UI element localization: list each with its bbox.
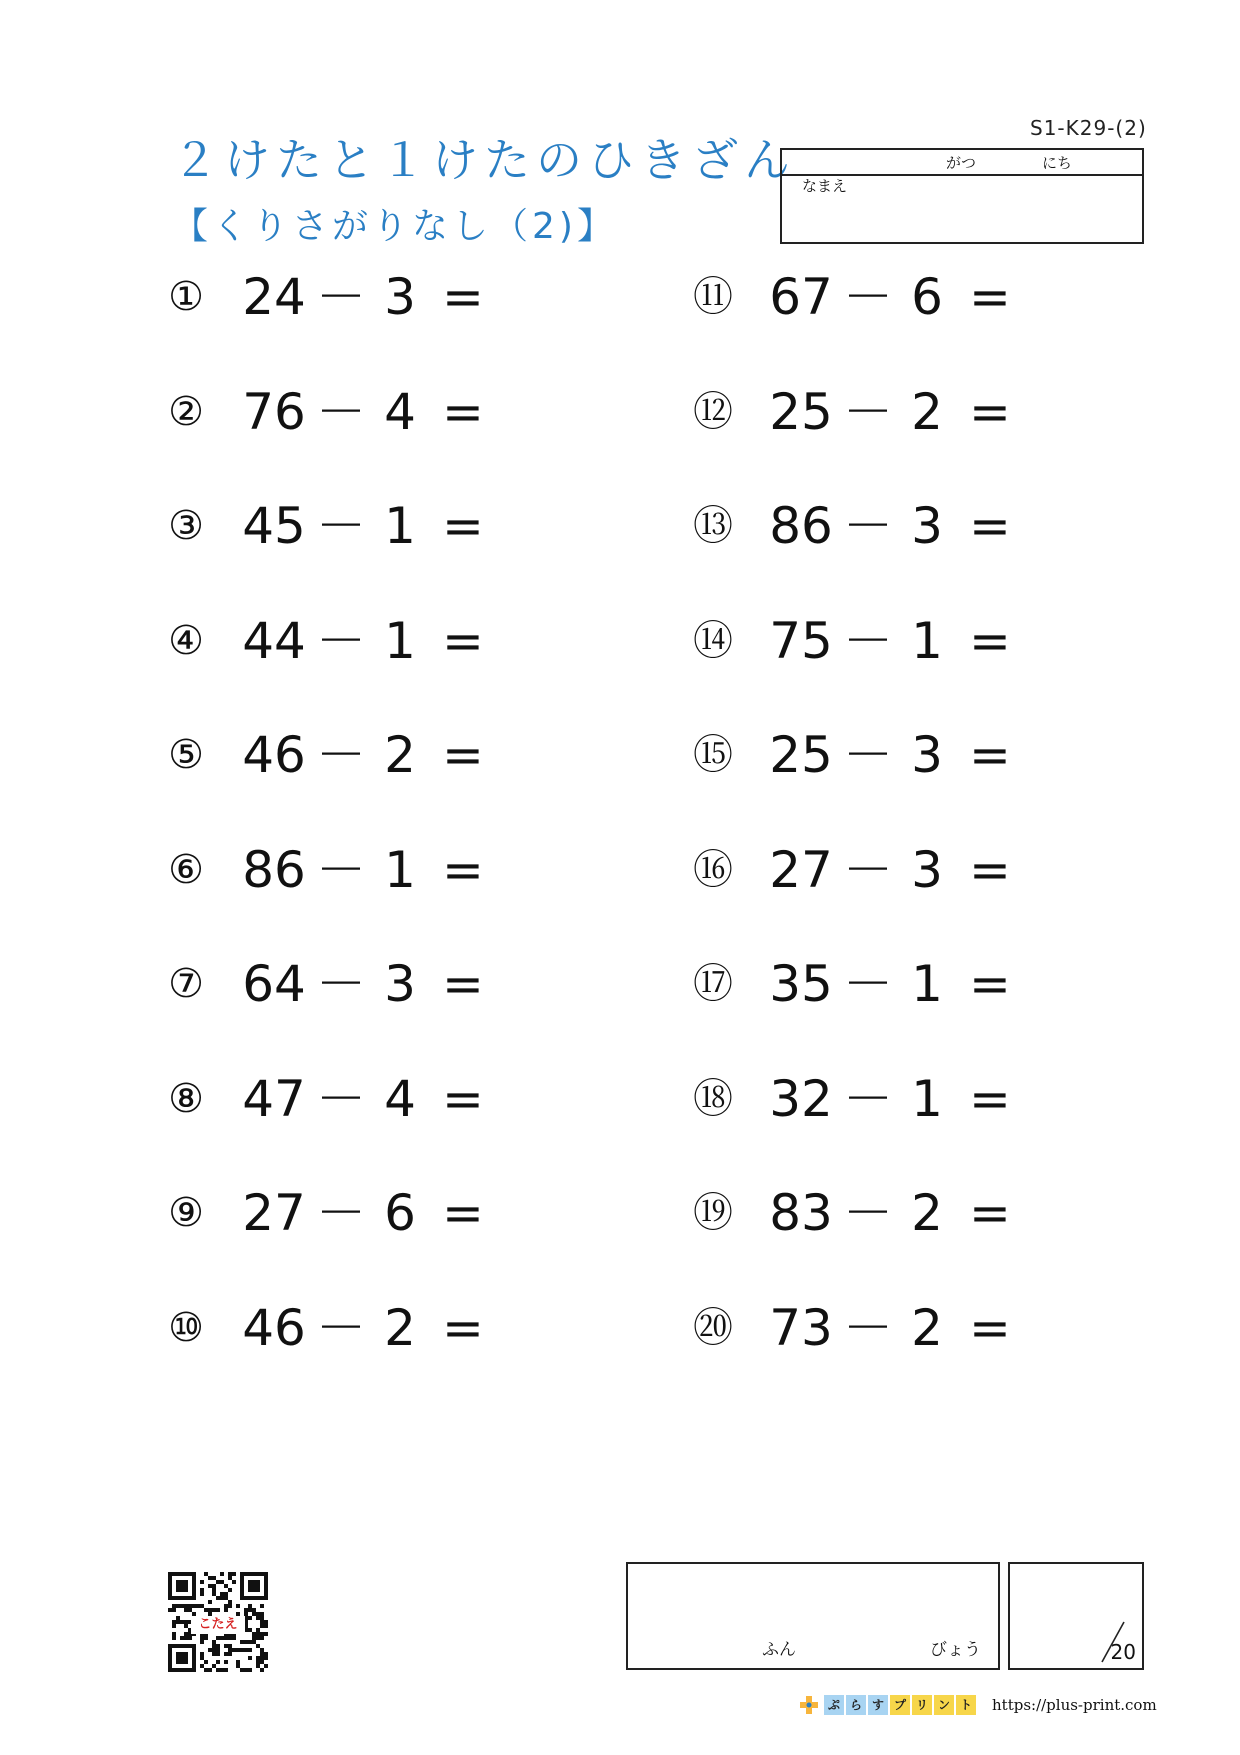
worksheet-code: S1-K29-(2) [1030, 116, 1147, 140]
equals-sign: = [969, 497, 1011, 555]
equals-sign: = [442, 1298, 484, 1357]
minus-sign: － [843, 726, 893, 784]
minuend: 67 [769, 268, 833, 326]
minuend: 32 [769, 1069, 833, 1128]
problem-row [162, 720, 502, 790]
problem-number: ⑬ [693, 503, 733, 549]
problem-number: ⑱ [693, 1075, 733, 1122]
minuend: 35 [769, 955, 833, 1013]
subtrahend: 1 [384, 497, 416, 555]
subtrahend: 1 [911, 1069, 943, 1128]
equals-sign: = [969, 1298, 1011, 1357]
problem-row [689, 262, 1029, 332]
problem-number: ④ [168, 617, 204, 664]
problem-row [689, 720, 1029, 790]
minus-sign: － [316, 840, 366, 899]
brand-tile: ぷ [824, 1695, 844, 1715]
brand-tile: す [868, 1695, 888, 1715]
minuend: 83 [769, 1184, 833, 1242]
minus-sign: － [843, 1184, 893, 1242]
subtrahend: 2 [911, 1298, 943, 1357]
minus-sign: － [843, 1298, 893, 1357]
equals-sign: = [442, 955, 484, 1013]
minuend: 25 [769, 382, 833, 441]
minuend: 75 [769, 611, 833, 670]
minus-sign: － [316, 726, 366, 784]
problem-number: ⑨ [168, 1190, 204, 1236]
minuend: 44 [242, 611, 306, 670]
problem-row [689, 491, 1029, 561]
minuend: 86 [769, 497, 833, 555]
equals-sign: = [442, 726, 484, 784]
date-row[interactable] [782, 150, 1142, 176]
minuend: 46 [242, 726, 306, 784]
problem-row [689, 1293, 1029, 1363]
minuend: 73 [769, 1298, 833, 1357]
problem-row [162, 491, 502, 561]
equals-sign: = [969, 268, 1011, 326]
equals-sign: = [442, 497, 484, 555]
subtrahend: 2 [384, 1298, 416, 1357]
problem-number: ⑧ [168, 1075, 204, 1122]
minus-sign: － [843, 268, 893, 326]
worksheet-title: ２けたと１けたのひきざん [172, 133, 796, 187]
subtrahend: 3 [911, 497, 943, 555]
subtrahend: 1 [911, 955, 943, 1013]
problem-number: ⑰ [693, 961, 733, 1007]
minus-sign: － [316, 382, 366, 441]
subtrahend: 3 [911, 726, 943, 784]
equals-sign: = [969, 726, 1011, 784]
problem-number: ⑭ [693, 617, 733, 664]
problem-number: ⑮ [693, 732, 733, 778]
minus-sign: － [843, 611, 893, 670]
problem-number: ⑤ [168, 732, 204, 778]
minus-sign: － [843, 382, 893, 441]
subtrahend: 4 [384, 1069, 416, 1128]
problem-number: ② [168, 388, 204, 435]
subtrahend: 3 [911, 840, 943, 899]
day-label: にち [1042, 154, 1073, 172]
minus-sign: － [316, 268, 366, 326]
minuend: 46 [242, 1298, 306, 1357]
score-box[interactable] [1008, 1562, 1144, 1670]
problem-row [689, 1178, 1029, 1248]
minutes-label: ふん [762, 1640, 796, 1660]
time-box[interactable] [626, 1562, 1000, 1670]
problem-row [162, 606, 502, 676]
brand-tile: プ [890, 1695, 910, 1715]
subtrahend: 1 [911, 611, 943, 670]
brand-name [824, 1695, 978, 1715]
minus-sign: － [316, 611, 366, 670]
subtrahend: 2 [384, 726, 416, 784]
minuend: 76 [242, 382, 306, 441]
subtrahend: 3 [384, 268, 416, 326]
problem-row [162, 1178, 502, 1248]
equals-sign: = [442, 268, 484, 326]
name-date-box[interactable] [780, 148, 1144, 244]
month-label: がつ [946, 154, 977, 172]
problem-number: ⑳ [693, 1304, 733, 1351]
brand-footer [798, 1694, 1157, 1716]
subtrahend: 1 [384, 840, 416, 899]
minuend: 86 [242, 840, 306, 899]
equals-sign: = [969, 955, 1011, 1013]
minus-sign: － [843, 955, 893, 1013]
problem-row [689, 377, 1029, 447]
answer-label: こたえ [191, 1616, 245, 1634]
problem-row [162, 949, 502, 1019]
problem-number: ⑥ [168, 846, 204, 893]
equals-sign: = [442, 840, 484, 899]
worksheet-subtitle: 【くりさがりなし（2)】 [172, 206, 617, 247]
problem-number: ① [168, 274, 204, 320]
site-url-link[interactable]: https://plus-print.com [992, 1696, 1157, 1714]
subtrahend: 6 [384, 1184, 416, 1242]
minus-sign: － [843, 497, 893, 555]
problem-row [162, 835, 502, 905]
brand-tile: ン [934, 1695, 954, 1715]
problem-row [162, 1064, 502, 1134]
minus-sign: － [843, 840, 893, 899]
minus-sign: － [316, 1069, 366, 1128]
brand-tile: リ [912, 1695, 932, 1715]
score-total: 20 [1110, 1640, 1136, 1664]
problem-number: ⑫ [693, 388, 733, 435]
minus-sign: － [316, 1184, 366, 1242]
problem-number: ③ [168, 503, 204, 549]
problem-row [689, 835, 1029, 905]
equals-sign: = [969, 840, 1011, 899]
problem-row [162, 377, 502, 447]
problem-row [689, 949, 1029, 1019]
subtrahend: 2 [911, 382, 943, 441]
minuend: 25 [769, 726, 833, 784]
problem-row [689, 1064, 1029, 1134]
seconds-label: びょう [930, 1640, 981, 1660]
problem-row [689, 606, 1029, 676]
subtrahend: 1 [384, 611, 416, 670]
equals-sign: = [969, 611, 1011, 670]
minus-sign: － [316, 1298, 366, 1357]
equals-sign: = [442, 1069, 484, 1128]
subtrahend: 6 [911, 268, 943, 326]
brand-logo-icon [798, 1694, 820, 1716]
minuend: 47 [242, 1069, 306, 1128]
minuend: 24 [242, 268, 306, 326]
problem-number: ⑯ [693, 846, 733, 893]
minus-sign: － [843, 1069, 893, 1128]
name-label: なまえ [802, 177, 848, 195]
problem-number: ⑦ [168, 961, 204, 1007]
subtrahend: 3 [384, 955, 416, 1013]
equals-sign: = [969, 382, 1011, 441]
subtrahend: 4 [384, 382, 416, 441]
minuend: 27 [242, 1184, 306, 1242]
problem-number: ⑲ [693, 1190, 733, 1236]
equals-sign: = [969, 1069, 1011, 1128]
minus-sign: － [316, 955, 366, 1013]
minuend: 27 [769, 840, 833, 899]
problem-row [162, 262, 502, 332]
equals-sign: = [969, 1184, 1011, 1242]
problem-number: ⑪ [693, 274, 733, 320]
problem-number: ⑩ [168, 1304, 204, 1351]
minus-sign: － [316, 497, 366, 555]
brand-tile: ら [846, 1695, 866, 1715]
equals-sign: = [442, 1184, 484, 1242]
problem-row [162, 1293, 502, 1363]
brand-tile: ト [956, 1695, 976, 1715]
subtrahend: 2 [911, 1184, 943, 1242]
equals-sign: = [442, 611, 484, 670]
minuend: 45 [242, 497, 306, 555]
equals-sign: = [442, 382, 484, 441]
minuend: 64 [242, 955, 306, 1013]
